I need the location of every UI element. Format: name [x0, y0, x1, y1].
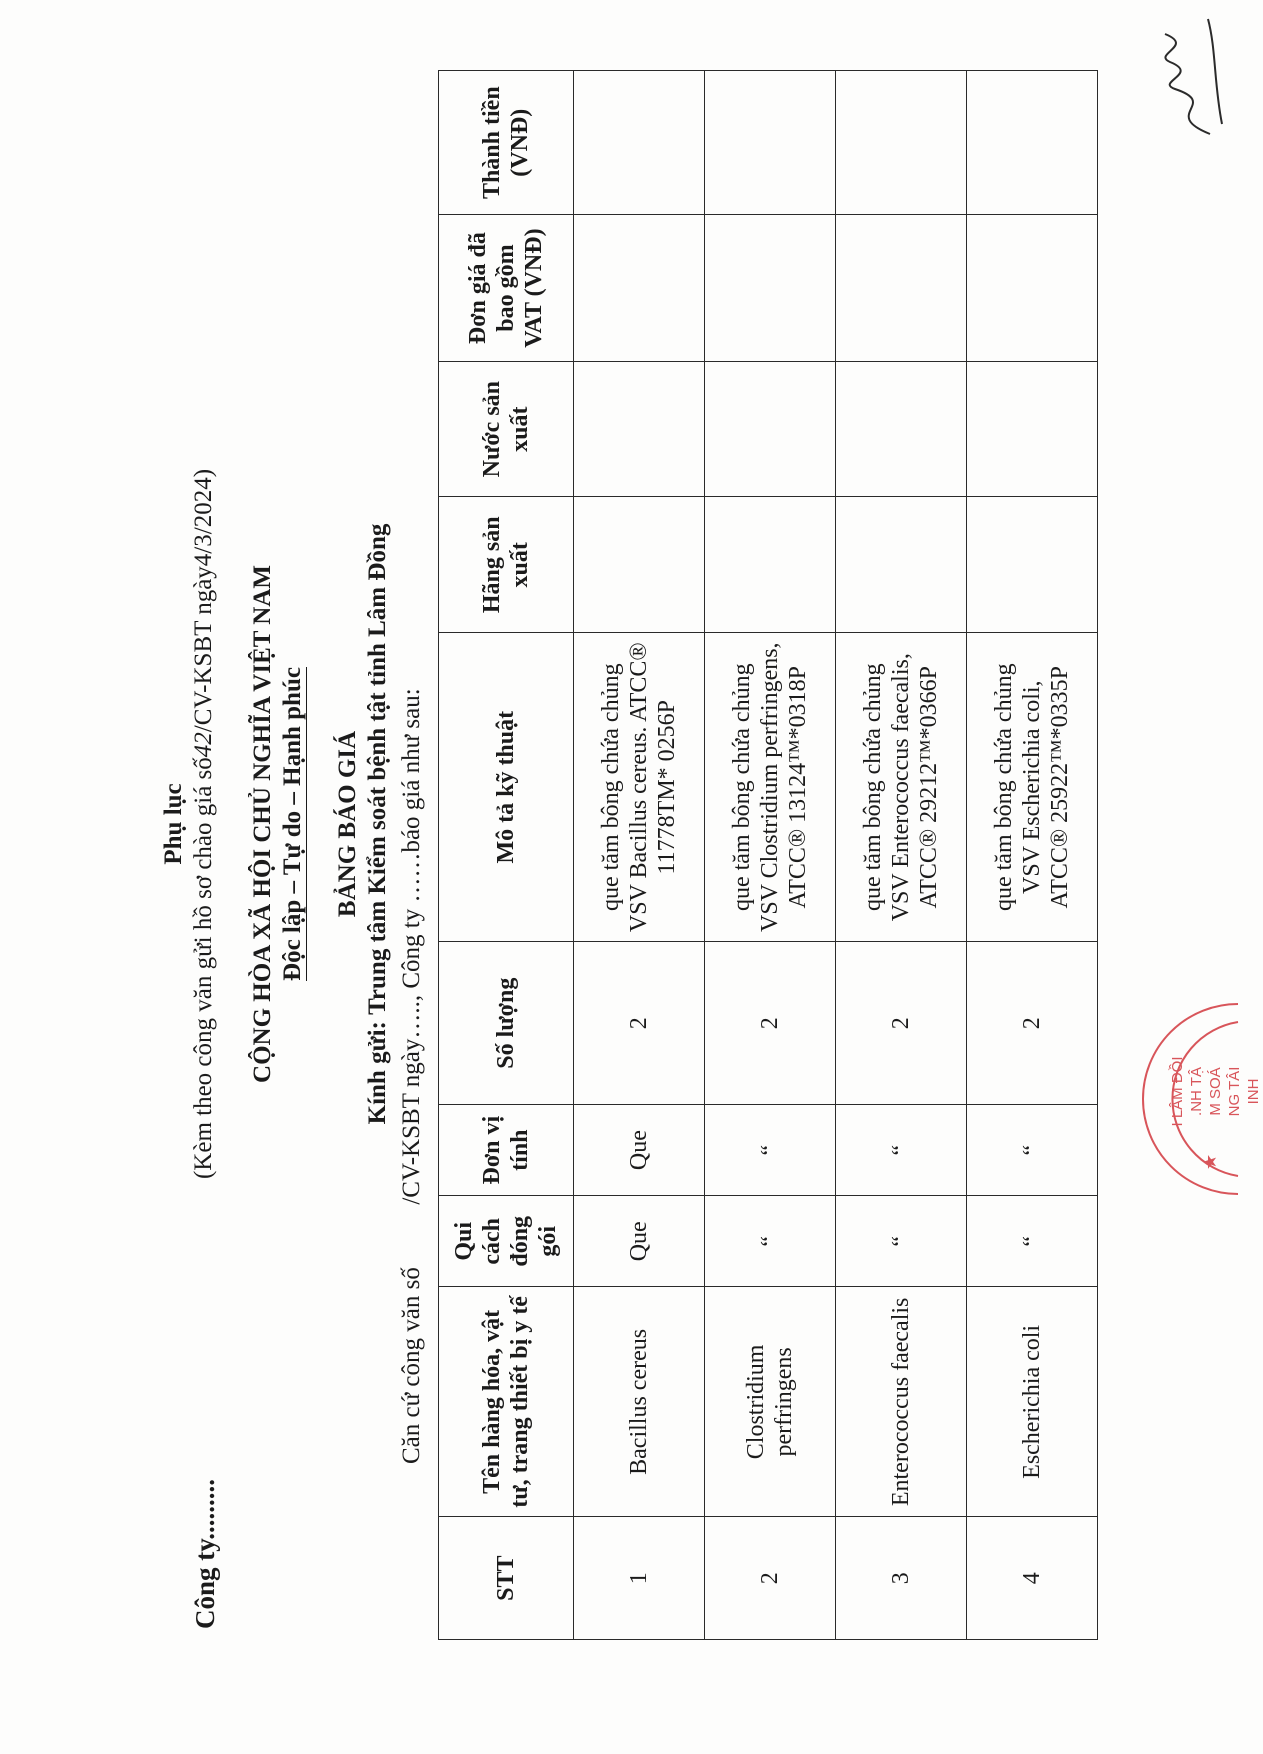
stamp-line: I LÂM ĐỒI [1169, 1056, 1186, 1127]
cell-packing: “ [967, 1196, 1098, 1287]
cell-unit: Que [574, 1105, 705, 1196]
cell-country [705, 361, 836, 497]
header-quantity: Số lượng [439, 942, 574, 1105]
appendix-title: Phụ lục [160, 783, 187, 865]
cell-packing: “ [836, 1196, 967, 1287]
cell-unit-price [705, 215, 836, 361]
table-row [705, 71, 836, 1640]
stamp-line: .NH TẬ [1188, 1067, 1205, 1116]
recipient-name: Trung tâm Kiểm soát bệnh tật tỉnh Lâm Đồng [364, 523, 391, 1015]
cell-unit: “ [705, 1105, 836, 1196]
cell-description: que tăm bông chứa chủng VSV Enterococcus faecalis, ATCC® 29212™*0366P [836, 633, 967, 942]
signature-icon [1140, 9, 1230, 144]
handwritten-number: 42 [190, 732, 217, 758]
header-manufacturer: Hãng sản xuất [439, 497, 574, 633]
cell-manufacturer [574, 497, 705, 633]
appendix-sub-mid: /CV-KSBT ngày [190, 566, 217, 733]
svg-text:★: ★ [1200, 1153, 1220, 1170]
stamp-line: NG TÂI [1226, 1066, 1243, 1117]
cell-manufacturer [967, 497, 1098, 633]
cell-item-name: Bacillus cereus [574, 1287, 705, 1517]
cell-unit-price [574, 215, 705, 361]
cell-country [574, 361, 705, 497]
cell-item-name: Clostridium perfringens [705, 1287, 836, 1517]
header-packing: Qui cách đóng gói [439, 1196, 574, 1287]
header-country: Nước sản xuất [439, 361, 574, 497]
cell-country [836, 361, 967, 497]
cell-stt: 3 [836, 1517, 967, 1640]
cell-item-name: Enterococcus faecalis [836, 1287, 967, 1517]
cell-description: que tăm bông chứa chủng VSV Bacillus cereus. ATCC® 11778TM* 0256P [574, 633, 705, 942]
cell-item-name: Escherichia coli [967, 1287, 1098, 1517]
stamp [1168, 1044, 1263, 1139]
cell-stt: 2 [705, 1517, 836, 1640]
motto-text: Độc lập – Tự do – Hạnh phúc [279, 667, 306, 981]
cell-description: que tăm bông chứa chủng VSV Escherichia coli, ATCC® 25922™*0335P [967, 633, 1098, 942]
header-unit: Đơn vị tính [439, 1105, 574, 1196]
handwritten-date: 4/3/2024) [190, 468, 217, 567]
recipient-line [362, 294, 393, 1354]
quotation-table [438, 70, 1098, 1640]
table-header-row [439, 71, 574, 1640]
stamp-line: INH [1245, 1078, 1262, 1105]
motto [277, 294, 308, 1354]
table-row [574, 71, 705, 1640]
header-unit-price: Đơn giá đã bao gồm VAT (VNĐ) [439, 215, 574, 361]
nation-title: CỘNG HÒA XÃ HỘI CHỦ NGHĨA VIỆT NAM [249, 565, 276, 1083]
recipient-label: Kính gửi: [364, 1021, 391, 1125]
cell-stt: 1 [574, 1517, 705, 1640]
table-row [967, 71, 1098, 1640]
cell-unit: “ [836, 1105, 967, 1196]
company-name: Công ty......... [190, 1478, 220, 1629]
cell-total [574, 71, 705, 215]
cell-quantity: 2 [574, 942, 705, 1105]
cell-total [705, 71, 836, 215]
cell-quantity: 2 [967, 942, 1098, 1105]
cell-unit: “ [967, 1105, 1098, 1196]
cell-country [967, 361, 1098, 497]
cell-total [967, 71, 1098, 215]
appendix-sub-prefix: (Kèm theo công văn gửi hồ sơ chào giá số [190, 757, 217, 1180]
header-total: Thành tiền (VNĐ) [439, 71, 574, 215]
cell-quantity: 2 [705, 942, 836, 1105]
table-row [836, 71, 967, 1640]
header-stt: STT [439, 1517, 574, 1640]
cell-packing: Que [574, 1196, 705, 1287]
cell-description: que tăm bông chứa chủng VSV Clostridium perfringens, ATCC® 13124™*0318P [705, 633, 836, 942]
appendix-subtitle [188, 294, 219, 1354]
basis-line: Căn cứ công văn số /CV-KSBT ngày….., Công ty ……báo giá như sau: [398, 688, 425, 1464]
stamp-line: M SOÁ [1207, 1067, 1224, 1116]
cell-packing: “ [705, 1196, 836, 1287]
cell-unit-price [836, 215, 967, 361]
header-description: Mô tả kỹ thuật [439, 633, 574, 942]
document-title: BẢNG BÁO GIÁ [334, 730, 361, 918]
cell-manufacturer [705, 497, 836, 633]
cell-manufacturer [836, 497, 967, 633]
cell-quantity: 2 [836, 942, 967, 1105]
cell-unit-price [967, 215, 1098, 361]
cell-stt: 4 [967, 1517, 1098, 1640]
header-item-name: Tên hàng hóa, vật tư, trang thiết bị y tế [439, 1287, 574, 1517]
cell-total [836, 71, 967, 215]
